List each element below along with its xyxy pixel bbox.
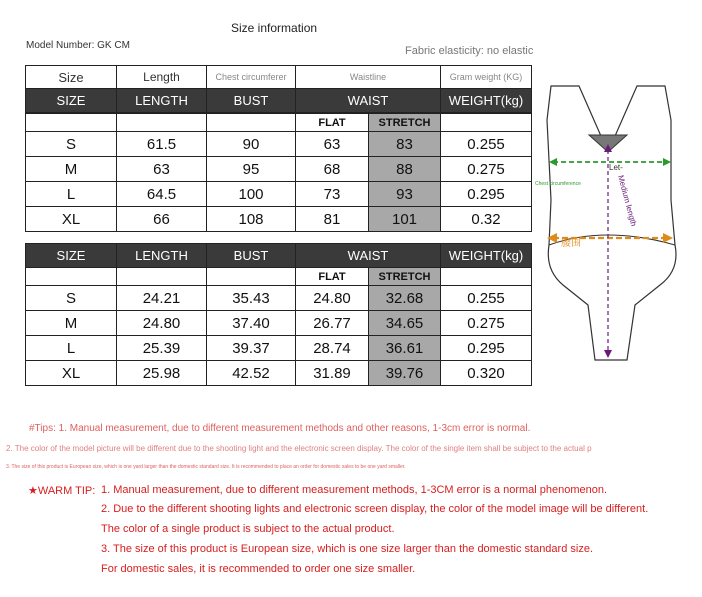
page-title: Size information <box>231 21 318 35</box>
cell-waist-flat: 73 <box>296 182 369 207</box>
subheader-row <box>26 114 532 132</box>
cell-waist-flat: 68 <box>296 157 369 182</box>
subheader-stretch: STRETCH <box>369 114 441 132</box>
table-row <box>26 361 532 386</box>
cell-weight: 0.275 <box>441 157 532 182</box>
model-number: Model Number: GK CM <box>26 40 130 51</box>
warm-tip-line: For domestic sales, it is recommended to order one size smaller. <box>101 563 416 575</box>
fabric-elasticity: Fabric elasticity: no elastic <box>405 45 534 57</box>
size-table-cm-body <box>25 113 532 232</box>
header-size: SIZE <box>26 244 117 268</box>
cell-bust: 108 <box>207 207 296 232</box>
header-weight: WEIGHT(kg) <box>441 244 532 268</box>
header-size: SIZE <box>26 89 117 113</box>
label-size: Size <box>26 66 117 89</box>
cell-bust: 35.43 <box>207 286 296 311</box>
size-table-cm <box>25 65 532 113</box>
cell-waist-flat: 24.80 <box>296 286 369 311</box>
cell-bust: 37.40 <box>207 311 296 336</box>
cell-size: L <box>26 182 117 207</box>
table-header-row <box>26 244 532 268</box>
cell-waist-flat: 31.89 <box>296 361 369 386</box>
table-row <box>26 207 532 232</box>
length-label: Medium length <box>616 174 639 228</box>
table-row <box>26 157 532 182</box>
cell-size: S <box>26 286 117 311</box>
cell-bust: 42.52 <box>207 361 296 386</box>
warm-tip-line: 3. The size of this product is European size, which is one size larger than the domestic standard size. <box>101 543 593 555</box>
cell-length: 63 <box>117 157 207 182</box>
cell-length: 66 <box>117 207 207 232</box>
cell-weight: 0.320 <box>441 361 532 386</box>
cell-bust: 39.37 <box>207 336 296 361</box>
cell-bust: 95 <box>207 157 296 182</box>
cell-size: M <box>26 311 117 336</box>
cell-waist-stretch: 93 <box>369 182 441 207</box>
cell-waist-stretch: 32.68 <box>369 286 441 311</box>
cell-length: 24.21 <box>117 286 207 311</box>
header-length: LENGTH <box>117 89 207 113</box>
cell-weight: 0.295 <box>441 336 532 361</box>
cell-waist-stretch: 39.76 <box>369 361 441 386</box>
tips-line-3: 3. The size of this product is European size, which is one yard larger than the domestic standard size. It is recommended to place an order for domestic sales to be one yard smaller. <box>6 464 406 470</box>
cell-bust: 90 <box>207 132 296 157</box>
cell-size: S <box>26 132 117 157</box>
header-bust: BUST <box>207 89 296 113</box>
warm-tip-line: 2. Due to the different shooting lights and electronic screen display, the color of the model image will be different. <box>101 503 649 515</box>
cell-waist-flat: 81 <box>296 207 369 232</box>
table-row <box>26 286 532 311</box>
cell-weight: 0.255 <box>441 286 532 311</box>
size-table-inch <box>25 243 532 386</box>
label-length: Length <box>117 66 207 89</box>
header-weight: WEIGHT(kg) <box>441 89 532 113</box>
warm-tip-line: 1. Manual measurement, due to different measurement methods, 1-3CM error is a normal phenomenon. <box>101 484 608 496</box>
tips-line-1: #Tips: 1. Manual measurement, due to different measurement methods and other reasons, 1-3cm error is normal. <box>29 423 531 434</box>
cell-bust: 100 <box>207 182 296 207</box>
cell-weight: 0.255 <box>441 132 532 157</box>
table-row <box>26 336 532 361</box>
table-row <box>26 311 532 336</box>
subheader-flat: FLAT <box>296 114 369 132</box>
label-weight: Gram weight (KG) <box>441 66 532 89</box>
cell-length: 25.39 <box>117 336 207 361</box>
cell-waist-stretch: 101 <box>369 207 441 232</box>
bodysuit-diagram <box>535 80 695 370</box>
cell-waist-flat: 63 <box>296 132 369 157</box>
subheader-row <box>26 268 532 286</box>
cell-waist-stretch: 36.61 <box>369 336 441 361</box>
cell-waist-stretch: 88 <box>369 157 441 182</box>
cell-waist-flat: 28.74 <box>296 336 369 361</box>
subheader-stretch: STRETCH <box>369 268 441 286</box>
subheader-flat: FLAT <box>296 268 369 286</box>
cell-waist-stretch: 34.65 <box>369 311 441 336</box>
header-waist: WAIST <box>296 89 441 113</box>
cell-waist-flat: 26.77 <box>296 311 369 336</box>
label-waist: Waistline <box>296 66 441 89</box>
tips-line-2: 2. The color of the model picture will be different due to the shooting light and the electronic screen display. The color of the single item shall be subject to the actual p <box>6 444 592 453</box>
table-header-row <box>26 89 532 113</box>
table-row <box>26 182 532 207</box>
cell-waist-stretch: 83 <box>369 132 441 157</box>
cell-size: XL <box>26 361 117 386</box>
header-length: LENGTH <box>117 244 207 268</box>
cell-size: L <box>26 336 117 361</box>
let-label: Let- <box>609 163 623 172</box>
cell-weight: 0.32 <box>441 207 532 232</box>
header-waist: WAIST <box>296 244 441 268</box>
cell-weight: 0.295 <box>441 182 532 207</box>
cell-length: 64.5 <box>117 182 207 207</box>
cell-length: 25.98 <box>117 361 207 386</box>
label-chest: Chest circumferer <box>207 66 296 89</box>
chest-label: Chest circumference <box>535 181 581 187</box>
warm-tip-label: ★WARM TIP: <box>28 485 96 497</box>
table-row <box>26 132 532 157</box>
header-bust: BUST <box>207 244 296 268</box>
table-label-row <box>26 66 532 89</box>
warm-tip-line: The color of a single product is subject to the actual product. <box>101 523 395 535</box>
cell-length: 24.80 <box>117 311 207 336</box>
cell-weight: 0.275 <box>441 311 532 336</box>
cell-size: M <box>26 157 117 182</box>
bodysuit-outline <box>547 86 676 360</box>
cell-size: XL <box>26 207 117 232</box>
cell-length: 61.5 <box>117 132 207 157</box>
waist-label: 腰围 <box>561 238 581 249</box>
